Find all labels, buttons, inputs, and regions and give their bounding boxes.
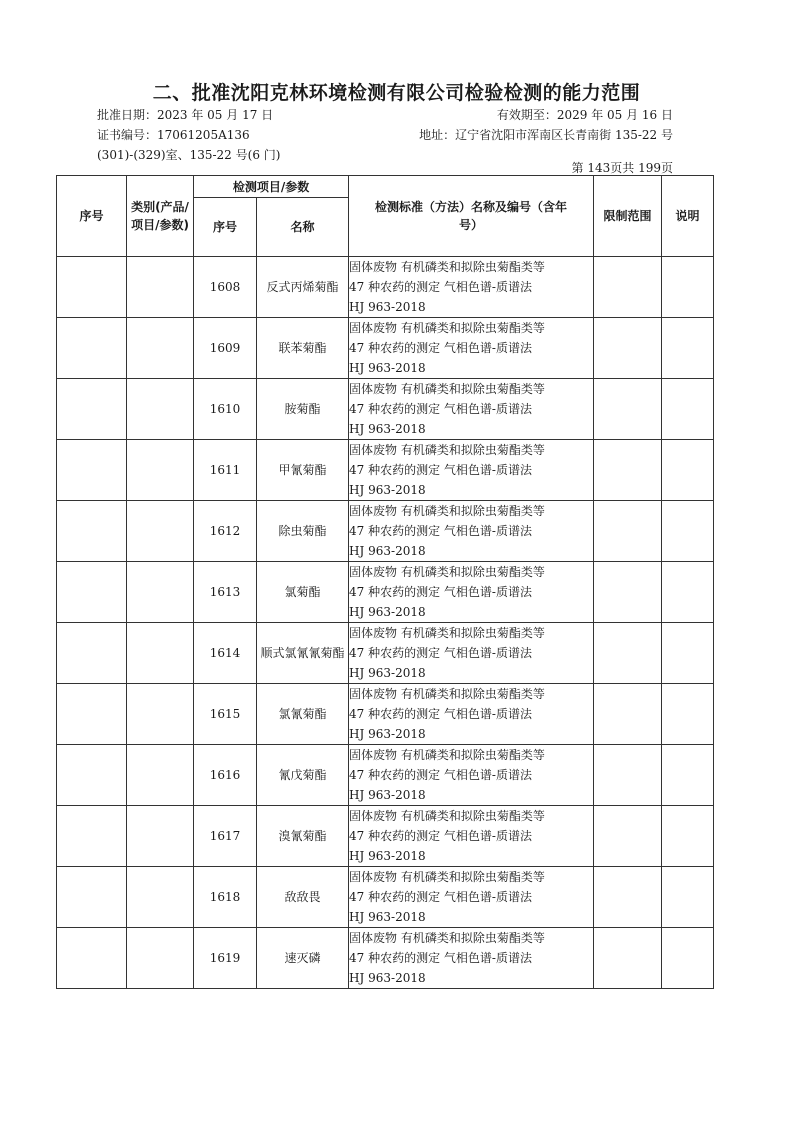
row-seq-cell <box>57 379 127 440</box>
row-seq-cell <box>57 318 127 379</box>
standard-line: 固体废物 有机磷类和拟除虫菊酯类等 <box>349 260 545 274</box>
row-category-cell <box>127 440 194 501</box>
standard-line: 固体废物 有机磷类和拟除虫菊酯类等 <box>349 321 545 335</box>
row-item-name: 氰戊菊酯 <box>257 745 349 806</box>
row-standard <box>349 623 594 684</box>
table-row <box>57 745 714 806</box>
header-item-name: 名称 <box>257 198 349 257</box>
header-item-seq: 序号 <box>194 198 257 257</box>
row-standard <box>349 745 594 806</box>
address-line-2: (301)-(329)室、135-22 号(6 门) <box>97 148 281 162</box>
standard-line: HJ 963-2018 <box>349 727 426 741</box>
row-item-name: 除虫菊酯 <box>257 501 349 562</box>
header-item-group: 检测项目/参数 <box>194 176 349 198</box>
row-limit-cell <box>594 867 662 928</box>
row-limit-cell <box>594 501 662 562</box>
row-item-number: 1618 <box>194 867 257 928</box>
standard-line: HJ 963-2018 <box>349 788 426 802</box>
standard-line: HJ 963-2018 <box>349 971 426 985</box>
standard-line: 固体废物 有机磷类和拟除虫菊酯类等 <box>349 382 545 396</box>
row-category-cell <box>127 928 194 989</box>
row-seq-cell <box>57 928 127 989</box>
row-item-name: 胺菊酯 <box>257 379 349 440</box>
standard-line: HJ 963-2018 <box>349 849 426 863</box>
row-note-cell <box>662 684 714 745</box>
row-item-number: 1615 <box>194 684 257 745</box>
standard-line: HJ 963-2018 <box>349 422 426 436</box>
row-limit-cell <box>594 806 662 867</box>
row-item-name: 速灭磷 <box>257 928 349 989</box>
standard-line: 47 种农药的测定 气相色谱-质谱法 <box>349 585 532 599</box>
row-category-cell <box>127 318 194 379</box>
standard-line: HJ 963-2018 <box>349 361 426 375</box>
standard-line: 固体废物 有机磷类和拟除虫菊酯类等 <box>349 504 545 518</box>
row-category-cell <box>127 562 194 623</box>
row-seq-cell <box>57 867 127 928</box>
row-note-cell <box>662 318 714 379</box>
row-seq-cell <box>57 257 127 318</box>
row-standard <box>349 318 594 379</box>
row-item-name: 敌敌畏 <box>257 867 349 928</box>
table-row <box>57 440 714 501</box>
standard-line: 47 种农药的测定 气相色谱-质谱法 <box>349 646 532 660</box>
standard-line: 固体废物 有机磷类和拟除虫菊酯类等 <box>349 748 545 762</box>
table-row <box>57 684 714 745</box>
table-row <box>57 257 714 318</box>
row-category-cell <box>127 806 194 867</box>
standard-line: 47 种农药的测定 气相色谱-质谱法 <box>349 890 532 904</box>
page-title: 二、批准沈阳克林环境检测有限公司检验检测的能力范围 <box>152 82 641 104</box>
row-standard <box>349 257 594 318</box>
row-limit-cell <box>594 684 662 745</box>
row-standard <box>349 562 594 623</box>
row-standard <box>349 928 594 989</box>
row-seq-cell <box>57 745 127 806</box>
table-body <box>57 257 714 989</box>
row-note-cell <box>662 623 714 684</box>
row-standard <box>349 684 594 745</box>
row-category-cell <box>127 257 194 318</box>
row-standard <box>349 440 594 501</box>
standard-line: 固体废物 有机磷类和拟除虫菊酯类等 <box>349 443 545 457</box>
table-row <box>57 806 714 867</box>
row-seq-cell <box>57 623 127 684</box>
standard-line: 固体废物 有机磷类和拟除虫菊酯类等 <box>349 626 545 640</box>
table-row <box>57 623 714 684</box>
standard-line: HJ 963-2018 <box>349 483 426 497</box>
row-limit-cell <box>594 257 662 318</box>
page-indicator: 第 143页共 199页 <box>571 161 673 175</box>
header-category: 类别(产品/项目/参数) <box>127 176 194 257</box>
standard-line: HJ 963-2018 <box>349 666 426 680</box>
header-limit: 限制范围 <box>594 176 662 257</box>
row-note-cell <box>662 562 714 623</box>
row-note-cell <box>662 440 714 501</box>
row-note-cell <box>662 806 714 867</box>
row-item-name: 甲氰菊酯 <box>257 440 349 501</box>
address-line-1: 地址：辽宁省沈阳市浑南区长青南街 135-22 号 <box>419 128 673 142</box>
row-seq-cell <box>57 806 127 867</box>
standard-line: 47 种农药的测定 气相色谱-质谱法 <box>349 951 532 965</box>
row-category-cell <box>127 379 194 440</box>
row-standard <box>349 806 594 867</box>
row-item-number: 1610 <box>194 379 257 440</box>
standard-line: HJ 963-2018 <box>349 605 426 619</box>
row-limit-cell <box>594 379 662 440</box>
row-item-number: 1614 <box>194 623 257 684</box>
row-seq-cell <box>57 501 127 562</box>
row-item-number: 1611 <box>194 440 257 501</box>
table-row <box>57 867 714 928</box>
standard-line: 47 种农药的测定 气相色谱-质谱法 <box>349 341 532 355</box>
standard-line: 47 种农药的测定 气相色谱-质谱法 <box>349 829 532 843</box>
header-note: 说明 <box>662 176 714 257</box>
standard-line: 47 种农药的测定 气相色谱-质谱法 <box>349 768 532 782</box>
row-limit-cell <box>594 440 662 501</box>
approval-date: 批准日期：2023 年 05 月 17 日 <box>97 108 274 122</box>
row-note-cell <box>662 867 714 928</box>
row-item-number: 1619 <box>194 928 257 989</box>
row-standard <box>349 501 594 562</box>
table-row <box>57 379 714 440</box>
row-seq-cell <box>57 440 127 501</box>
row-seq-cell <box>57 562 127 623</box>
header-seq: 序号 <box>57 176 127 257</box>
row-category-cell <box>127 684 194 745</box>
row-item-name: 溴氰菊酯 <box>257 806 349 867</box>
standard-line: 47 种农药的测定 气相色谱-质谱法 <box>349 463 532 477</box>
table-row <box>57 928 714 989</box>
row-item-number: 1609 <box>194 318 257 379</box>
row-note-cell <box>662 379 714 440</box>
row-note-cell <box>662 745 714 806</box>
row-limit-cell <box>594 562 662 623</box>
standard-line: HJ 963-2018 <box>349 544 426 558</box>
row-item-number: 1608 <box>194 257 257 318</box>
standard-line: 47 种农药的测定 气相色谱-质谱法 <box>349 707 532 721</box>
row-item-name: 反式丙烯菊酯 <box>257 257 349 318</box>
header-standard: 检测标准（方法）名称及编号（含年号） <box>349 176 594 257</box>
row-note-cell <box>662 928 714 989</box>
certificate-number: 证书编号：17061205A136 <box>97 128 250 142</box>
row-limit-cell <box>594 318 662 379</box>
standard-line: 固体废物 有机磷类和拟除虫菊酯类等 <box>349 931 545 945</box>
row-item-number: 1617 <box>194 806 257 867</box>
standard-line: 47 种农药的测定 气相色谱-质谱法 <box>349 524 532 538</box>
table-row <box>57 501 714 562</box>
standard-line: HJ 963-2018 <box>349 910 426 924</box>
standard-line: HJ 963-2018 <box>349 300 426 314</box>
row-limit-cell <box>594 745 662 806</box>
row-item-name: 氯菊酯 <box>257 562 349 623</box>
standard-line: 固体废物 有机磷类和拟除虫菊酯类等 <box>349 687 545 701</box>
row-note-cell <box>662 501 714 562</box>
row-item-number: 1613 <box>194 562 257 623</box>
table-row <box>57 562 714 623</box>
row-item-name: 联苯菊酯 <box>257 318 349 379</box>
row-limit-cell <box>594 623 662 684</box>
row-seq-cell <box>57 684 127 745</box>
row-category-cell <box>127 745 194 806</box>
standard-line: 47 种农药的测定 气相色谱-质谱法 <box>349 280 532 294</box>
row-standard <box>349 379 594 440</box>
standard-line: 固体废物 有机磷类和拟除虫菊酯类等 <box>349 809 545 823</box>
row-category-cell <box>127 867 194 928</box>
row-category-cell <box>127 501 194 562</box>
capability-table <box>56 175 714 989</box>
row-item-number: 1612 <box>194 501 257 562</box>
row-note-cell <box>662 257 714 318</box>
standard-line: 固体废物 有机磷类和拟除虫菊酯类等 <box>349 870 545 884</box>
row-standard <box>349 867 594 928</box>
row-item-name: 顺式氯氰氰菊酯 <box>257 623 349 684</box>
standard-line: 固体废物 有机磷类和拟除虫菊酯类等 <box>349 565 545 579</box>
table-row <box>57 318 714 379</box>
row-item-number: 1616 <box>194 745 257 806</box>
standard-line: 47 种农药的测定 气相色谱-质谱法 <box>349 402 532 416</box>
row-limit-cell <box>594 928 662 989</box>
row-item-name: 氯氰菊酯 <box>257 684 349 745</box>
row-category-cell <box>127 623 194 684</box>
valid-until: 有效期至：2029 年 05 月 16 日 <box>496 108 673 122</box>
